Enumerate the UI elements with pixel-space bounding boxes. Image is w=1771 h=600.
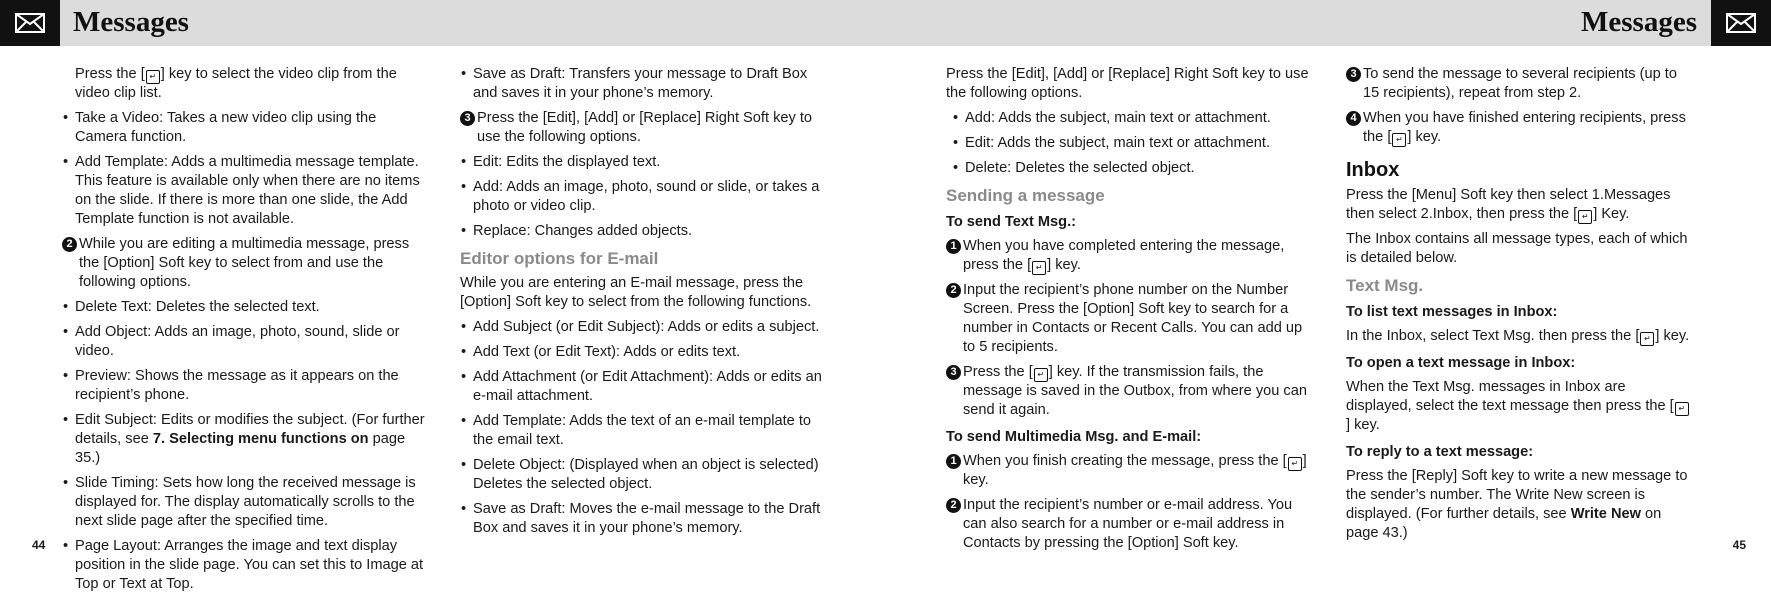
ok-key-icon: ↵ (146, 70, 160, 84)
page-title-left: Messages (73, 6, 189, 38)
section-heading: Sending a message (946, 186, 1105, 205)
step-item: 2 Input the recipient’s number or e-mail address. You can also search for a number or e-mail address in Contacts by pressing the [Option] Soft key. (946, 496, 1316, 553)
paragraph: In the Inbox, select Text Msg. then press the [ ↵ ] key. (1346, 328, 1690, 344)
paragraph: When the Text Msg. messages in Inbox are displayed, select the text message then press the [ ↵] key. (1346, 378, 1691, 435)
list-item: • Add Text (or Edit Text): Adds or edits text. (460, 343, 828, 362)
list-item: • Add Attachment (or Edit Attachment): Adds or edits an e-mail attachment. (460, 368, 828, 406)
ok-key-icon: ↵ (1288, 457, 1302, 471)
list-item: • Save as Draft: Transfers your message to Draft Box and saves it in your phone’s memory. (460, 65, 828, 103)
subheading: To open a text message in Inbox: (1346, 355, 1576, 371)
list-item: • Add Template: Adds a multimedia message template. This feature is available only when there are no items on the slide. If there is more than one slide, the Add Template function is not available. (62, 153, 430, 229)
step-number-icon: 1 (946, 454, 961, 469)
paragraph: Press the [Reply] Soft key to write a new message to the sender’s number. The Write New screen is displayed. (For further details, see Write New on page 43.) (1346, 468, 1688, 541)
step-item: 1 When you finish creating the message, press the [ ↵ ] key. (946, 452, 1316, 490)
list-item: • Save as Draft: Moves the e-mail message to the Draft Box and saves it in your phone’s memory. (460, 500, 828, 538)
step-number-icon: 2 (946, 498, 961, 513)
subheading: To send Multimedia Msg. and E-mail: (946, 429, 1202, 445)
section-heading: Text Msg. (1346, 276, 1424, 295)
ok-key-icon: ↵ (1640, 332, 1654, 346)
subheading: To reply to a text message: (1346, 444, 1534, 460)
step-item: 3 Press the [Edit], [Add] or [Replace] Right Soft key to use the following options. (460, 109, 828, 147)
list-item: • Take a Video: Takes a new video clip using the Camera function. (62, 109, 430, 147)
step-item: 4 When you have finished entering recipients, press the [ ↵ ] key. (1346, 109, 1691, 147)
paragraph: Press the [Menu] Soft key then select 1.Messages then select 2.Inbox, then press the [ ↵ ] Key. (1346, 187, 1671, 222)
list-item: • Delete Text: Deletes the selected text. (62, 298, 430, 317)
paragraph: Press the [Edit], [Add] or [Replace] Right Soft key to use the following options. (946, 66, 1309, 101)
step-item: 3 To send the message to several recipients (up to 15 recipients), repeat from step 2. (1346, 65, 1691, 103)
step-number-icon: 4 (1346, 111, 1361, 126)
step-item: 3 Press the [ ↵ ] key. If the transmission fails, the message is saved in the Outbox, from where you can send it again. (946, 363, 1316, 420)
list-item: • Add: Adds an image, photo, sound or slide, or takes a photo or video clip. (460, 178, 828, 216)
list-item: • Add: Adds the subject, main text or attachment. (952, 109, 1316, 128)
list-item: • Add Subject (or Edit Subject): Adds or edits a subject. (460, 318, 828, 337)
section-heading: Inbox (1346, 159, 1400, 181)
ok-key-icon: ↵ (1392, 133, 1406, 147)
list-item: • Page Layout: Arranges the image and text display position in the slide page. You can set this to Image at Top or Text at Top. (62, 537, 430, 594)
list-item: • Preview: Shows the message as it appears on the recipient’s phone. (62, 367, 430, 405)
column-2 (460, 65, 828, 544)
list-item: • Add Template: Adds the text of an e-mail template to the email text. (460, 412, 828, 450)
page-number-right: 45 (1732, 538, 1746, 552)
step-item: 2 While you are editing a multimedia message, press the [Option] Soft key to select from and use the following options. (62, 235, 430, 292)
list-item: • Add Object: Adds an image, photo, sound, slide or video. (62, 323, 430, 361)
step-number-icon: 3 (460, 111, 475, 126)
list-item: • Edit Subject: Edits or modifies the subject. (For further details, see 7. Selecting menu functions on page 35.) (62, 411, 430, 468)
ok-key-icon: ↵ (1578, 210, 1592, 224)
video-clip-intro: Press the [ ↵ ] key to select the video clip from the video clip list. (75, 66, 397, 101)
list-item: • Delete Object: (Displayed when an object is selected) Deletes the selected object. (460, 456, 828, 494)
paragraph: The Inbox contains all message types, each of which is detailed below. (1346, 231, 1688, 266)
list-item: • Slide Timing: Sets how long the received message is displayed for. The display automatically scrolls to the next slide page after the specified time. (62, 474, 430, 531)
envelope-icon (1711, 0, 1771, 46)
envelope-icon (0, 0, 60, 46)
step-item: 1 When you have completed entering the message, press the [ ↵ ] key. (946, 237, 1316, 275)
list-item: • Delete: Deletes the selected object. (952, 159, 1316, 178)
ok-key-icon: ↵ (1032, 261, 1046, 275)
column-1 (62, 65, 430, 600)
step-number-icon: 3 (946, 365, 961, 380)
step-number-icon: 1 (946, 239, 961, 254)
page-title-right: Messages (1581, 6, 1697, 38)
step-item: 2 Input the recipient’s phone number on the Number Screen. Press the [Option] Soft key to search for a number in Contacts or Recent Calls. You can add up to 5 recipients. (946, 281, 1316, 357)
page-number-left: 44 (32, 538, 46, 552)
paragraph: While you are entering an E-mail message, press the [Option] Soft key to select from the following functions. (460, 275, 812, 310)
column-4 (1346, 65, 1691, 549)
subheading: To send Text Msg.: (946, 214, 1076, 230)
step-number-icon: 2 (62, 237, 77, 252)
column-3 (946, 65, 1316, 559)
subheading: To list text messages in Inbox: (1346, 304, 1558, 320)
list-item: • Replace: Changes added objects. (460, 222, 828, 241)
step-number-icon: 3 (1346, 67, 1361, 82)
list-item: • Edit: Edits the displayed text. (460, 153, 828, 172)
ok-key-icon: ↵ (1034, 368, 1048, 382)
ok-key-icon: ↵ (1675, 402, 1689, 416)
section-heading: Editor options for E-mail (460, 249, 659, 268)
step-number-icon: 2 (946, 283, 961, 298)
list-item: • Edit: Adds the subject, main text or attachment. (952, 134, 1316, 153)
